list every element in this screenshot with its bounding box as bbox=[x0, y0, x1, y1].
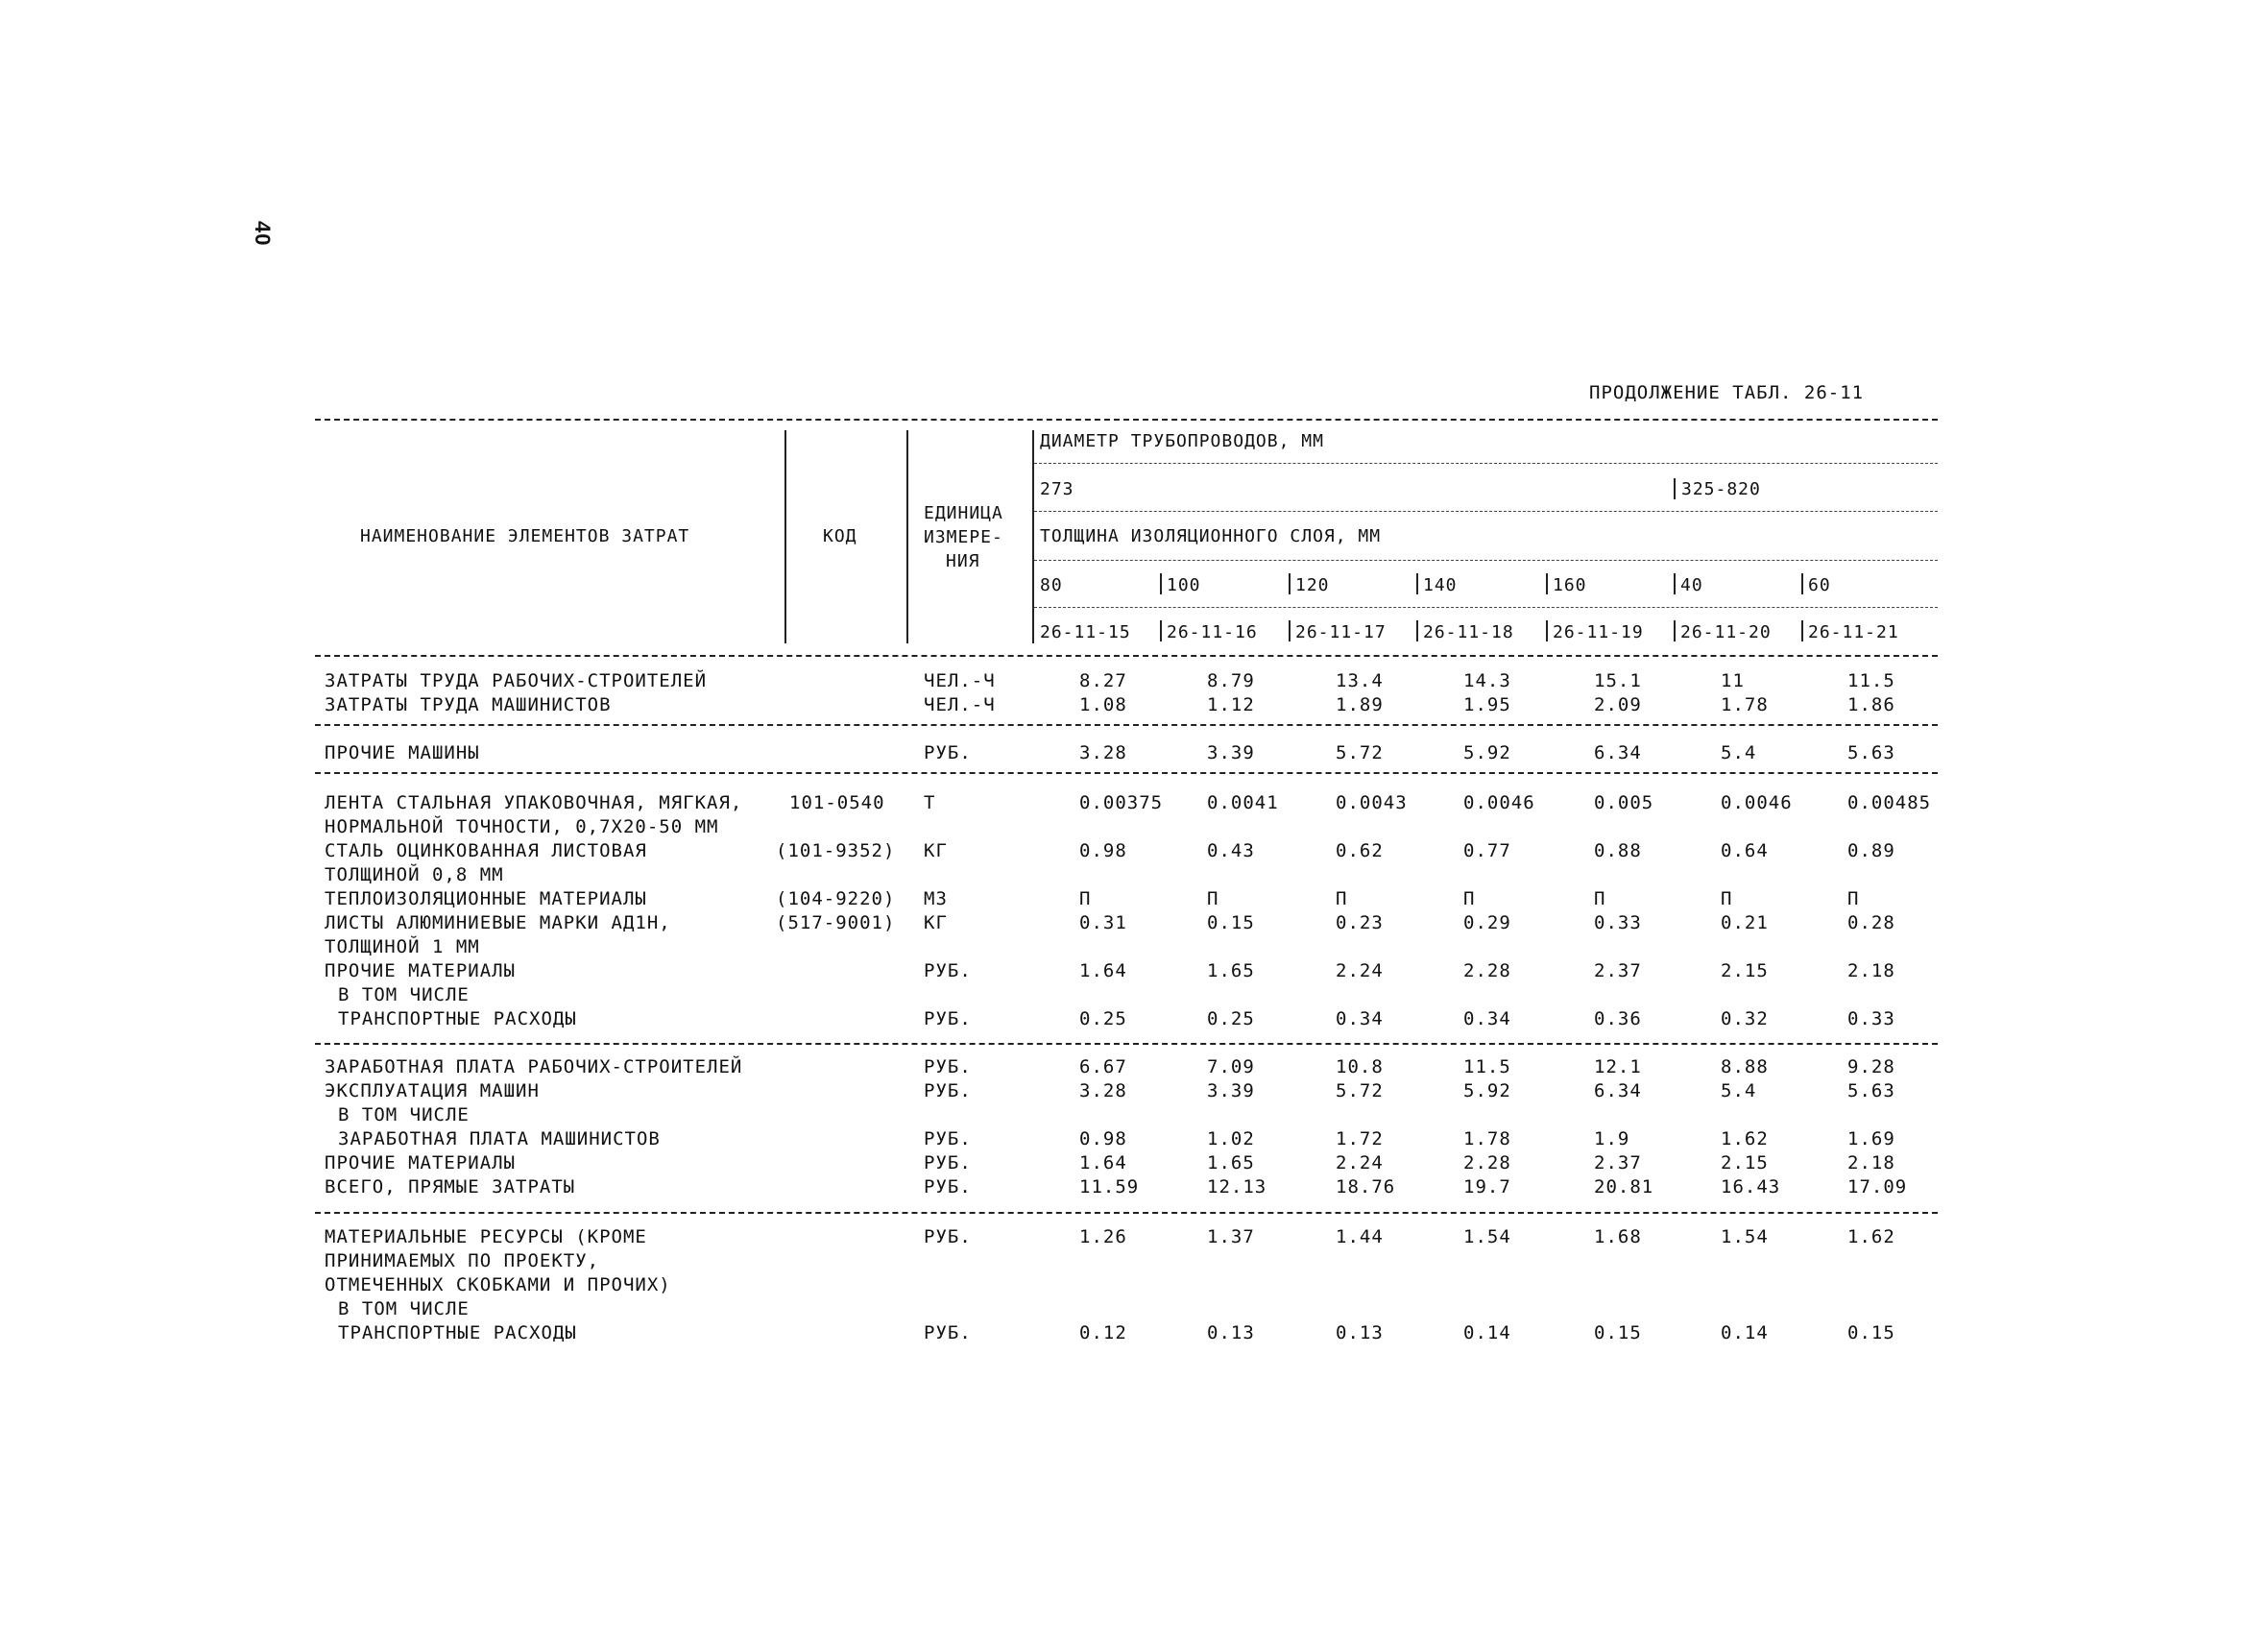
row-name: ЛЕНТА СТАЛЬНАЯ УПАКОВОЧНАЯ, МЯГКАЯ, bbox=[325, 792, 743, 813]
column-divider bbox=[784, 430, 786, 643]
row-value: 2.24 bbox=[1336, 1152, 1384, 1173]
row-name: ЗАРАБОТНАЯ ПЛАТА МАШИНИСТОВ bbox=[338, 1128, 661, 1149]
row-value: 3.39 bbox=[1207, 742, 1255, 763]
row-value: 1.64 bbox=[1079, 1152, 1127, 1173]
table-top-rule bbox=[315, 419, 1938, 421]
row-value: 0.88 bbox=[1594, 840, 1642, 861]
row-value: 0.0046 bbox=[1463, 792, 1535, 813]
table-row bbox=[0, 1322, 2268, 1347]
row-value: 1.86 bbox=[1847, 694, 1895, 715]
row-value: 0.77 bbox=[1463, 840, 1511, 861]
row-name: МАТЕРИАЛЬНЫЕ РЕСУРСЫ (КРОМЕ bbox=[325, 1226, 647, 1247]
row-value: 0.13 bbox=[1207, 1322, 1255, 1343]
row-value: П bbox=[1594, 888, 1606, 909]
table-row bbox=[0, 792, 2268, 817]
row-unit: КГ bbox=[924, 840, 948, 861]
row-value: 12.13 bbox=[1207, 1176, 1267, 1197]
row-value: 0.29 bbox=[1463, 912, 1511, 933]
row-value: 0.43 bbox=[1207, 840, 1255, 861]
row-name: ВСЕГО, ПРЯМЫЕ ЗАТРАТЫ bbox=[325, 1176, 576, 1197]
row-value: 5.92 bbox=[1463, 742, 1511, 763]
row-value: 2.18 bbox=[1847, 960, 1895, 981]
row-value: 2.18 bbox=[1847, 1152, 1895, 1173]
row-unit: РУБ. bbox=[924, 960, 972, 981]
row-value: 2.37 bbox=[1594, 960, 1642, 981]
row-value: 1.54 bbox=[1721, 1226, 1769, 1247]
row-unit: ЧЕЛ.-Ч bbox=[924, 670, 996, 691]
row-value: 0.15 bbox=[1847, 1322, 1895, 1343]
row-value: 1.62 bbox=[1847, 1226, 1895, 1247]
row-value: 0.64 bbox=[1721, 840, 1769, 861]
header-unit-line-2: ИЗМЕРЕ- bbox=[924, 527, 1003, 547]
row-value: 2.09 bbox=[1594, 694, 1642, 715]
header-unit-line-1: ЕДИНИЦА bbox=[924, 503, 1003, 523]
row-value: 2.15 bbox=[1721, 1152, 1769, 1173]
row-value: 0.34 bbox=[1463, 1008, 1511, 1029]
table-row bbox=[0, 816, 2268, 841]
row-value: П bbox=[1079, 888, 1092, 909]
row-value: 0.34 bbox=[1336, 1008, 1384, 1029]
row-value: 0.005 bbox=[1594, 792, 1654, 813]
row-unit: М3 bbox=[924, 888, 948, 909]
row-value: 15.1 bbox=[1594, 670, 1642, 691]
row-value: 1.26 bbox=[1079, 1226, 1127, 1247]
row-value: 11 bbox=[1721, 670, 1745, 691]
row-value: 1.72 bbox=[1336, 1128, 1384, 1149]
row-value: 1.12 bbox=[1207, 694, 1255, 715]
row-value: П bbox=[1463, 888, 1476, 909]
column-divider bbox=[1546, 620, 1548, 641]
table-row bbox=[0, 742, 2268, 767]
header-code: 26-11-18 bbox=[1423, 622, 1514, 642]
column-divider bbox=[1801, 573, 1803, 594]
row-value: 6.67 bbox=[1079, 1056, 1127, 1077]
row-code: 101-0540 bbox=[789, 792, 885, 813]
row-value: 3.28 bbox=[1079, 1080, 1127, 1101]
table-caption: ПРОДОЛЖЕНИЕ ТАБЛ. 26-11 bbox=[1589, 382, 1865, 403]
row-value: 5.72 bbox=[1336, 742, 1384, 763]
row-value: 1.9 bbox=[1594, 1128, 1630, 1149]
row-value: 1.08 bbox=[1079, 694, 1127, 715]
row-value: 2.24 bbox=[1336, 960, 1384, 981]
section-divider bbox=[315, 1212, 1938, 1214]
header-code: 26-11-20 bbox=[1680, 622, 1772, 642]
table-row bbox=[0, 888, 2268, 913]
column-divider bbox=[1546, 573, 1548, 594]
row-value: 9.28 bbox=[1847, 1056, 1895, 1077]
row-value: 0.15 bbox=[1594, 1322, 1642, 1343]
row-value: 0.31 bbox=[1079, 912, 1127, 933]
header-code: 26-11-19 bbox=[1553, 622, 1644, 642]
row-value: 7.09 bbox=[1207, 1056, 1255, 1077]
row-value: 0.12 bbox=[1079, 1322, 1127, 1343]
header-diameter-label: ДИАМЕТР ТРУБОПРОВОДОВ, ММ bbox=[1040, 431, 1324, 451]
row-name: ОТМЕЧЕННЫХ СКОБКАМИ И ПРОЧИХ) bbox=[325, 1274, 671, 1295]
table-row bbox=[0, 1080, 2268, 1105]
row-value: 20.81 bbox=[1594, 1176, 1654, 1197]
row-value: 0.21 bbox=[1721, 912, 1769, 933]
row-value: 11.5 bbox=[1847, 670, 1895, 691]
row-value: 0.25 bbox=[1207, 1008, 1255, 1029]
row-value: 2.37 bbox=[1594, 1152, 1642, 1173]
row-value: 0.36 bbox=[1594, 1008, 1642, 1029]
row-name: ПРОЧИЕ МАШИНЫ bbox=[325, 742, 480, 763]
column-divider bbox=[1032, 430, 1034, 643]
header-thickness: 120 bbox=[1295, 575, 1330, 595]
header-thickness-label: ТОЛЩИНА ИЗОЛЯЦИОННОГО СЛОЯ, ММ bbox=[1040, 526, 1382, 546]
table-row bbox=[0, 1298, 2268, 1323]
row-name: В ТОМ ЧИСЛЕ bbox=[338, 1298, 470, 1319]
header-thickness: 100 bbox=[1167, 575, 1201, 595]
row-value: 5.72 bbox=[1336, 1080, 1384, 1101]
table-row bbox=[0, 1176, 2268, 1201]
table-row bbox=[0, 840, 2268, 865]
row-value: 8.27 bbox=[1079, 670, 1127, 691]
row-value: 0.32 bbox=[1721, 1008, 1769, 1029]
row-value: 17.09 bbox=[1847, 1176, 1908, 1197]
row-value: 2.28 bbox=[1463, 1152, 1511, 1173]
header-code: 26-11-17 bbox=[1295, 622, 1387, 642]
table-row bbox=[0, 936, 2268, 961]
table-row bbox=[0, 1152, 2268, 1177]
row-value: 1.78 bbox=[1721, 694, 1769, 715]
header-diameter-325-820: 325-820 bbox=[1681, 479, 1761, 499]
row-value: 13.4 bbox=[1336, 670, 1384, 691]
header-thickness: 80 bbox=[1040, 575, 1063, 595]
row-value: 14.3 bbox=[1463, 670, 1511, 691]
column-divider bbox=[1289, 573, 1291, 594]
row-value: 19.7 bbox=[1463, 1176, 1511, 1197]
row-value: 0.33 bbox=[1847, 1008, 1895, 1029]
row-value: 0.25 bbox=[1079, 1008, 1127, 1029]
table-row bbox=[0, 1056, 2268, 1081]
header-code: 26-11-16 bbox=[1167, 622, 1258, 642]
row-value: 0.14 bbox=[1463, 1322, 1511, 1343]
row-unit: ЧЕЛ.-Ч bbox=[924, 694, 996, 715]
row-unit: РУБ. bbox=[924, 1080, 972, 1101]
row-value: 1.64 bbox=[1079, 960, 1127, 981]
row-name: ТОЛЩИНОЙ 0,8 ММ bbox=[325, 864, 504, 885]
row-value: 5.92 bbox=[1463, 1080, 1511, 1101]
column-divider bbox=[1416, 620, 1418, 641]
row-value: 1.37 bbox=[1207, 1226, 1255, 1247]
row-value: 0.23 bbox=[1336, 912, 1384, 933]
row-value: 1.89 bbox=[1336, 694, 1384, 715]
header-unit-line-3: НИЯ bbox=[946, 551, 980, 571]
row-value: 0.15 bbox=[1207, 912, 1255, 933]
row-value: 8.79 bbox=[1207, 670, 1255, 691]
row-value: 5.4 bbox=[1721, 742, 1757, 763]
row-name: НОРМАЛЬНОЙ ТОЧНОСТИ, 0,7X20-50 ММ bbox=[325, 816, 719, 837]
row-name: ПРИНИМАЕМЫХ ПО ПРОЕКТУ, bbox=[325, 1250, 600, 1271]
row-name: В ТОМ ЧИСЛЕ bbox=[338, 1104, 470, 1125]
row-value: 10.8 bbox=[1336, 1056, 1384, 1077]
row-unit: РУБ. bbox=[924, 1128, 972, 1149]
row-value: 0.0046 bbox=[1721, 792, 1793, 813]
row-value: 1.54 bbox=[1463, 1226, 1511, 1247]
row-value: П bbox=[1336, 888, 1348, 909]
table-row bbox=[0, 1274, 2268, 1299]
row-value: 0.98 bbox=[1079, 840, 1127, 861]
row-value: 1.78 bbox=[1463, 1128, 1511, 1149]
header-rule bbox=[1034, 511, 1938, 512]
row-name: ЗАРАБОТНАЯ ПЛАТА РАБОЧИХ-СТРОИТЕЛЕЙ bbox=[325, 1056, 743, 1077]
column-divider bbox=[906, 430, 908, 643]
row-value: 0.98 bbox=[1079, 1128, 1127, 1149]
header-code-column: КОД bbox=[823, 526, 857, 546]
column-divider bbox=[1160, 573, 1162, 594]
header-diameter-273: 273 bbox=[1040, 479, 1074, 499]
row-value: 1.02 bbox=[1207, 1128, 1255, 1149]
row-value: 2.28 bbox=[1463, 960, 1511, 981]
row-code: (101-9352) bbox=[776, 840, 896, 861]
row-unit: Т bbox=[924, 792, 936, 813]
header-thickness: 160 bbox=[1553, 575, 1587, 595]
row-unit: РУБ. bbox=[924, 1322, 972, 1343]
row-value: 12.1 bbox=[1594, 1056, 1642, 1077]
row-value: 3.28 bbox=[1079, 742, 1127, 763]
column-divider bbox=[1674, 573, 1676, 594]
row-value: 16.43 bbox=[1721, 1176, 1781, 1197]
column-divider bbox=[1674, 620, 1676, 641]
row-unit: РУБ. bbox=[924, 1176, 972, 1197]
row-value: 18.76 bbox=[1336, 1176, 1396, 1197]
row-value: 5.63 bbox=[1847, 1080, 1895, 1101]
header-code: 26-11-15 bbox=[1040, 622, 1131, 642]
row-value: 0.00375 bbox=[1079, 792, 1164, 813]
row-name: ТОЛЩИНОЙ 1 ММ bbox=[325, 936, 480, 957]
row-name: ЛИСТЫ АЛЮМИНИЕВЫЕ МАРКИ АД1Н, bbox=[325, 912, 671, 933]
table-row bbox=[0, 1250, 2268, 1275]
header-thickness: 40 bbox=[1680, 575, 1703, 595]
row-value: 0.62 bbox=[1336, 840, 1384, 861]
row-value: 0.0041 bbox=[1207, 792, 1279, 813]
row-unit: РУБ. bbox=[924, 1008, 972, 1029]
column-divider bbox=[1674, 478, 1676, 499]
row-value: 1.69 bbox=[1847, 1128, 1895, 1149]
row-name: СТАЛЬ ОЦИНКОВАННАЯ ЛИСТОВАЯ bbox=[325, 840, 647, 861]
row-value: 1.44 bbox=[1336, 1226, 1384, 1247]
row-value: 0.89 bbox=[1847, 840, 1895, 861]
row-value: П bbox=[1847, 888, 1860, 909]
header-thickness: 60 bbox=[1808, 575, 1831, 595]
row-name: ПРОЧИЕ МАТЕРИАЛЫ bbox=[325, 960, 517, 981]
row-value: 1.62 bbox=[1721, 1128, 1769, 1149]
table-row bbox=[0, 1008, 2268, 1033]
header-bottom-rule bbox=[315, 655, 1938, 657]
row-unit: РУБ. bbox=[924, 1056, 972, 1077]
row-value: 6.34 bbox=[1594, 1080, 1642, 1101]
row-name: ПРОЧИЕ МАТЕРИАЛЫ bbox=[325, 1152, 517, 1173]
row-name: ЭКСПЛУАТАЦИЯ МАШИН bbox=[325, 1080, 540, 1101]
row-value: 0.00485 bbox=[1847, 792, 1932, 813]
row-value: 0.0043 bbox=[1336, 792, 1408, 813]
row-value: П bbox=[1721, 888, 1733, 909]
row-unit: РУБ. bbox=[924, 742, 972, 763]
row-value: 5.4 bbox=[1721, 1080, 1757, 1101]
row-value: 1.95 bbox=[1463, 694, 1511, 715]
row-value: 1.65 bbox=[1207, 960, 1255, 981]
table-row bbox=[0, 1128, 2268, 1153]
row-value: 2.15 bbox=[1721, 960, 1769, 981]
row-value: 11.59 bbox=[1079, 1176, 1140, 1197]
row-unit: РУБ. bbox=[924, 1226, 972, 1247]
table-row bbox=[0, 984, 2268, 1009]
row-value: 8.88 bbox=[1721, 1056, 1769, 1077]
row-name: ТЕПЛОИЗОЛЯЦИОННЫЕ МАТЕРИАЛЫ bbox=[325, 888, 647, 909]
header-rule bbox=[1034, 560, 1938, 561]
column-divider bbox=[1289, 620, 1291, 641]
table-row bbox=[0, 1226, 2268, 1251]
section-divider bbox=[315, 1043, 1938, 1045]
row-value: 5.63 bbox=[1847, 742, 1895, 763]
row-value: 0.28 bbox=[1847, 912, 1895, 933]
table-row bbox=[0, 912, 2268, 937]
row-name: ТРАНСПОРТНЫЕ РАСХОДЫ bbox=[338, 1008, 577, 1029]
row-name: В ТОМ ЧИСЛЕ bbox=[338, 984, 470, 1005]
header-thickness: 140 bbox=[1423, 575, 1458, 595]
section-divider bbox=[315, 772, 1938, 774]
row-code: (517-9001) bbox=[776, 912, 896, 933]
table-row bbox=[0, 1104, 2268, 1129]
header-rule bbox=[1034, 463, 1938, 464]
page-number: 40 bbox=[251, 221, 275, 247]
row-unit: РУБ. bbox=[924, 1152, 972, 1173]
row-value: 1.68 bbox=[1594, 1226, 1642, 1247]
table-row bbox=[0, 670, 2268, 695]
table-row bbox=[0, 960, 2268, 985]
row-value: П bbox=[1207, 888, 1219, 909]
column-divider bbox=[1160, 620, 1162, 641]
column-divider bbox=[1801, 620, 1803, 641]
header-name-column: НАИМЕНОВАНИЕ ЭЛЕМЕНТОВ ЗАТРАТ bbox=[360, 526, 690, 546]
row-value: 0.33 bbox=[1594, 912, 1642, 933]
row-value: 0.13 bbox=[1336, 1322, 1384, 1343]
section-divider bbox=[315, 724, 1938, 726]
table-row bbox=[0, 694, 2268, 719]
header-code: 26-11-21 bbox=[1808, 622, 1899, 642]
column-divider bbox=[1416, 573, 1418, 594]
row-value: 1.65 bbox=[1207, 1152, 1255, 1173]
table-row bbox=[0, 864, 2268, 889]
row-value: 6.34 bbox=[1594, 742, 1642, 763]
row-value: 0.14 bbox=[1721, 1322, 1769, 1343]
row-name: ЗАТРАТЫ ТРУДА РАБОЧИХ-СТРОИТЕЛЕЙ bbox=[325, 670, 708, 691]
row-value: 11.5 bbox=[1463, 1056, 1511, 1077]
header-rule bbox=[1034, 607, 1938, 608]
row-code: (104-9220) bbox=[776, 888, 896, 909]
row-name: ЗАТРАТЫ ТРУДА МАШИНИСТОВ bbox=[325, 694, 612, 715]
row-name: ТРАНСПОРТНЫЕ РАСХОДЫ bbox=[338, 1322, 577, 1343]
row-value: 3.39 bbox=[1207, 1080, 1255, 1101]
row-unit: КГ bbox=[924, 912, 948, 933]
